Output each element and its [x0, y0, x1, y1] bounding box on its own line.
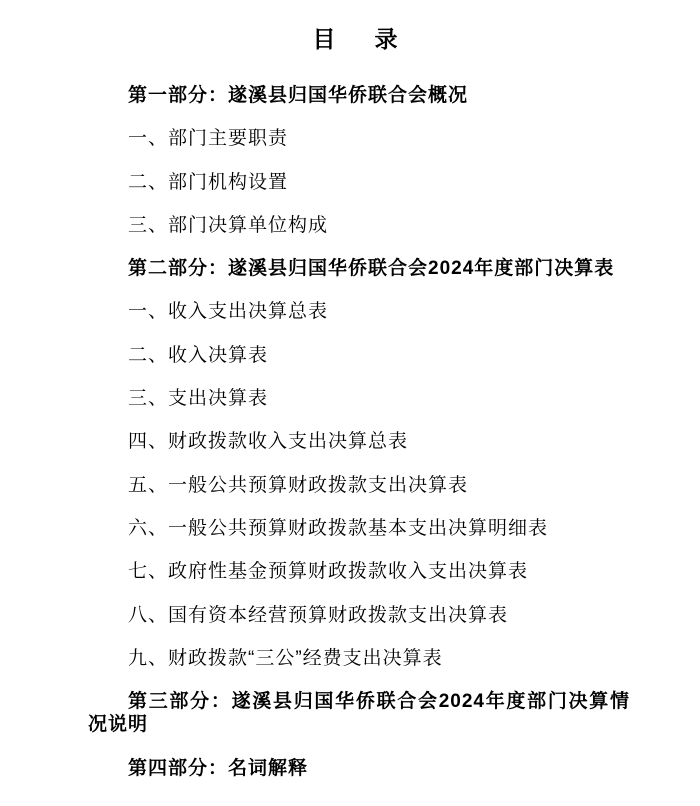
toc-entry-11: 六、一般公共预算财政拨款基本支出决算明细表 — [128, 517, 549, 539]
toc-entry-10: 五、一般公共预算财政拨款支出决算表 — [128, 474, 469, 496]
toc-list — [88, 84, 630, 780]
toc-entry-16: 第四部分：名词解释 — [128, 757, 309, 779]
toc-entry-7: 二、收入决算表 — [128, 344, 269, 366]
toc-title: 目 录 — [312, 26, 406, 52]
toc-entry-9: 四、财政拨款收入支出决算总表 — [128, 431, 409, 453]
toc-entry-15: 第三部分：遂溪县归国华侨联合会2024年度部门决算情况说明 — [88, 691, 630, 736]
toc-entry-1: 第一部分：遂溪县归国华侨联合会概况 — [128, 85, 469, 106]
toc-entry-12: 七、政府性基金预算财政拨款收入支出决算表 — [128, 561, 529, 583]
toc-entry-14: 九、财政拨款“三公”经费支出决算表 — [128, 647, 443, 669]
toc-entry-13: 八、国有资本经营预算财政拨款支出决算表 — [128, 604, 509, 626]
toc-entry-3: 二、部门机构设置 — [128, 171, 289, 193]
toc-entry-5: 第二部分：遂溪县归国华侨联合会2024年度部门决算表 — [128, 258, 615, 280]
toc-entry-6: 一、收入支出决算总表 — [128, 301, 329, 323]
toc-entry-8: 三、支出决算表 — [128, 388, 269, 410]
toc-entry-2: 一、部门主要职责 — [128, 128, 289, 150]
toc-entry-4: 三、部门决算单位构成 — [128, 214, 329, 236]
